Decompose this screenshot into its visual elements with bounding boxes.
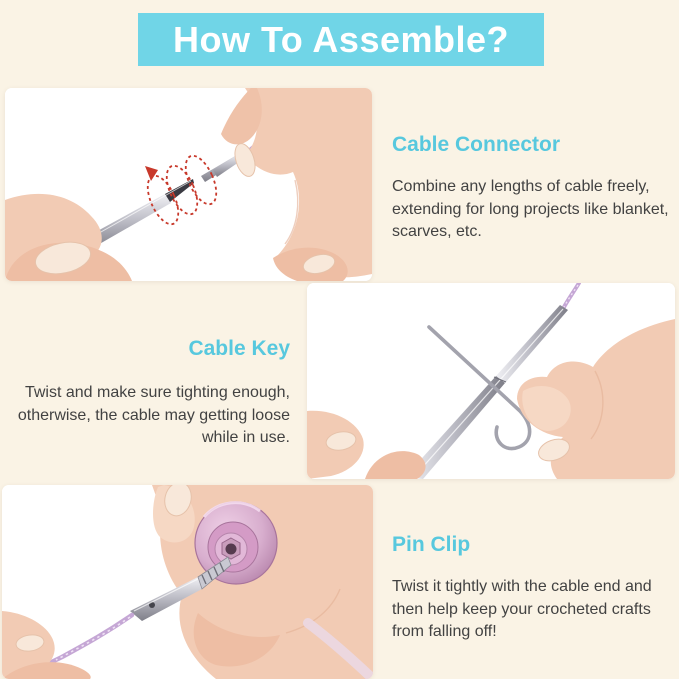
section-body-cable-key: Twist and make sure tighting enough, otherwise, the cable may getting loose while in use. xyxy=(17,384,290,447)
cable-connector-illustration xyxy=(5,88,372,281)
photo-cable-connector xyxy=(5,88,372,281)
section-heading-pin-clip: Pin Clip xyxy=(392,533,471,556)
pin-clip-illustration xyxy=(2,485,373,679)
cable-key-illustration xyxy=(307,283,675,479)
photo-cable-key xyxy=(307,283,675,479)
section-heading-cable-key: Cable Key xyxy=(188,337,290,360)
section-cable-connector xyxy=(392,133,674,244)
section-pin-clip xyxy=(392,533,676,644)
page-title: How To Assemble? xyxy=(172,18,510,60)
section-heading-cable-connector: Cable Connector xyxy=(392,133,561,156)
photo-pin-clip xyxy=(2,485,373,679)
page-title-banner xyxy=(138,13,544,66)
section-body-cable-connector: Combine any lengths of cable freely, extending for long projects like blanket, scarves, etc. xyxy=(392,178,669,241)
section-cable-key xyxy=(8,337,290,450)
section-body-pin-clip: Twist it tightly with the cable end and then help keep your crocheted crafts from falling off! xyxy=(392,578,652,641)
